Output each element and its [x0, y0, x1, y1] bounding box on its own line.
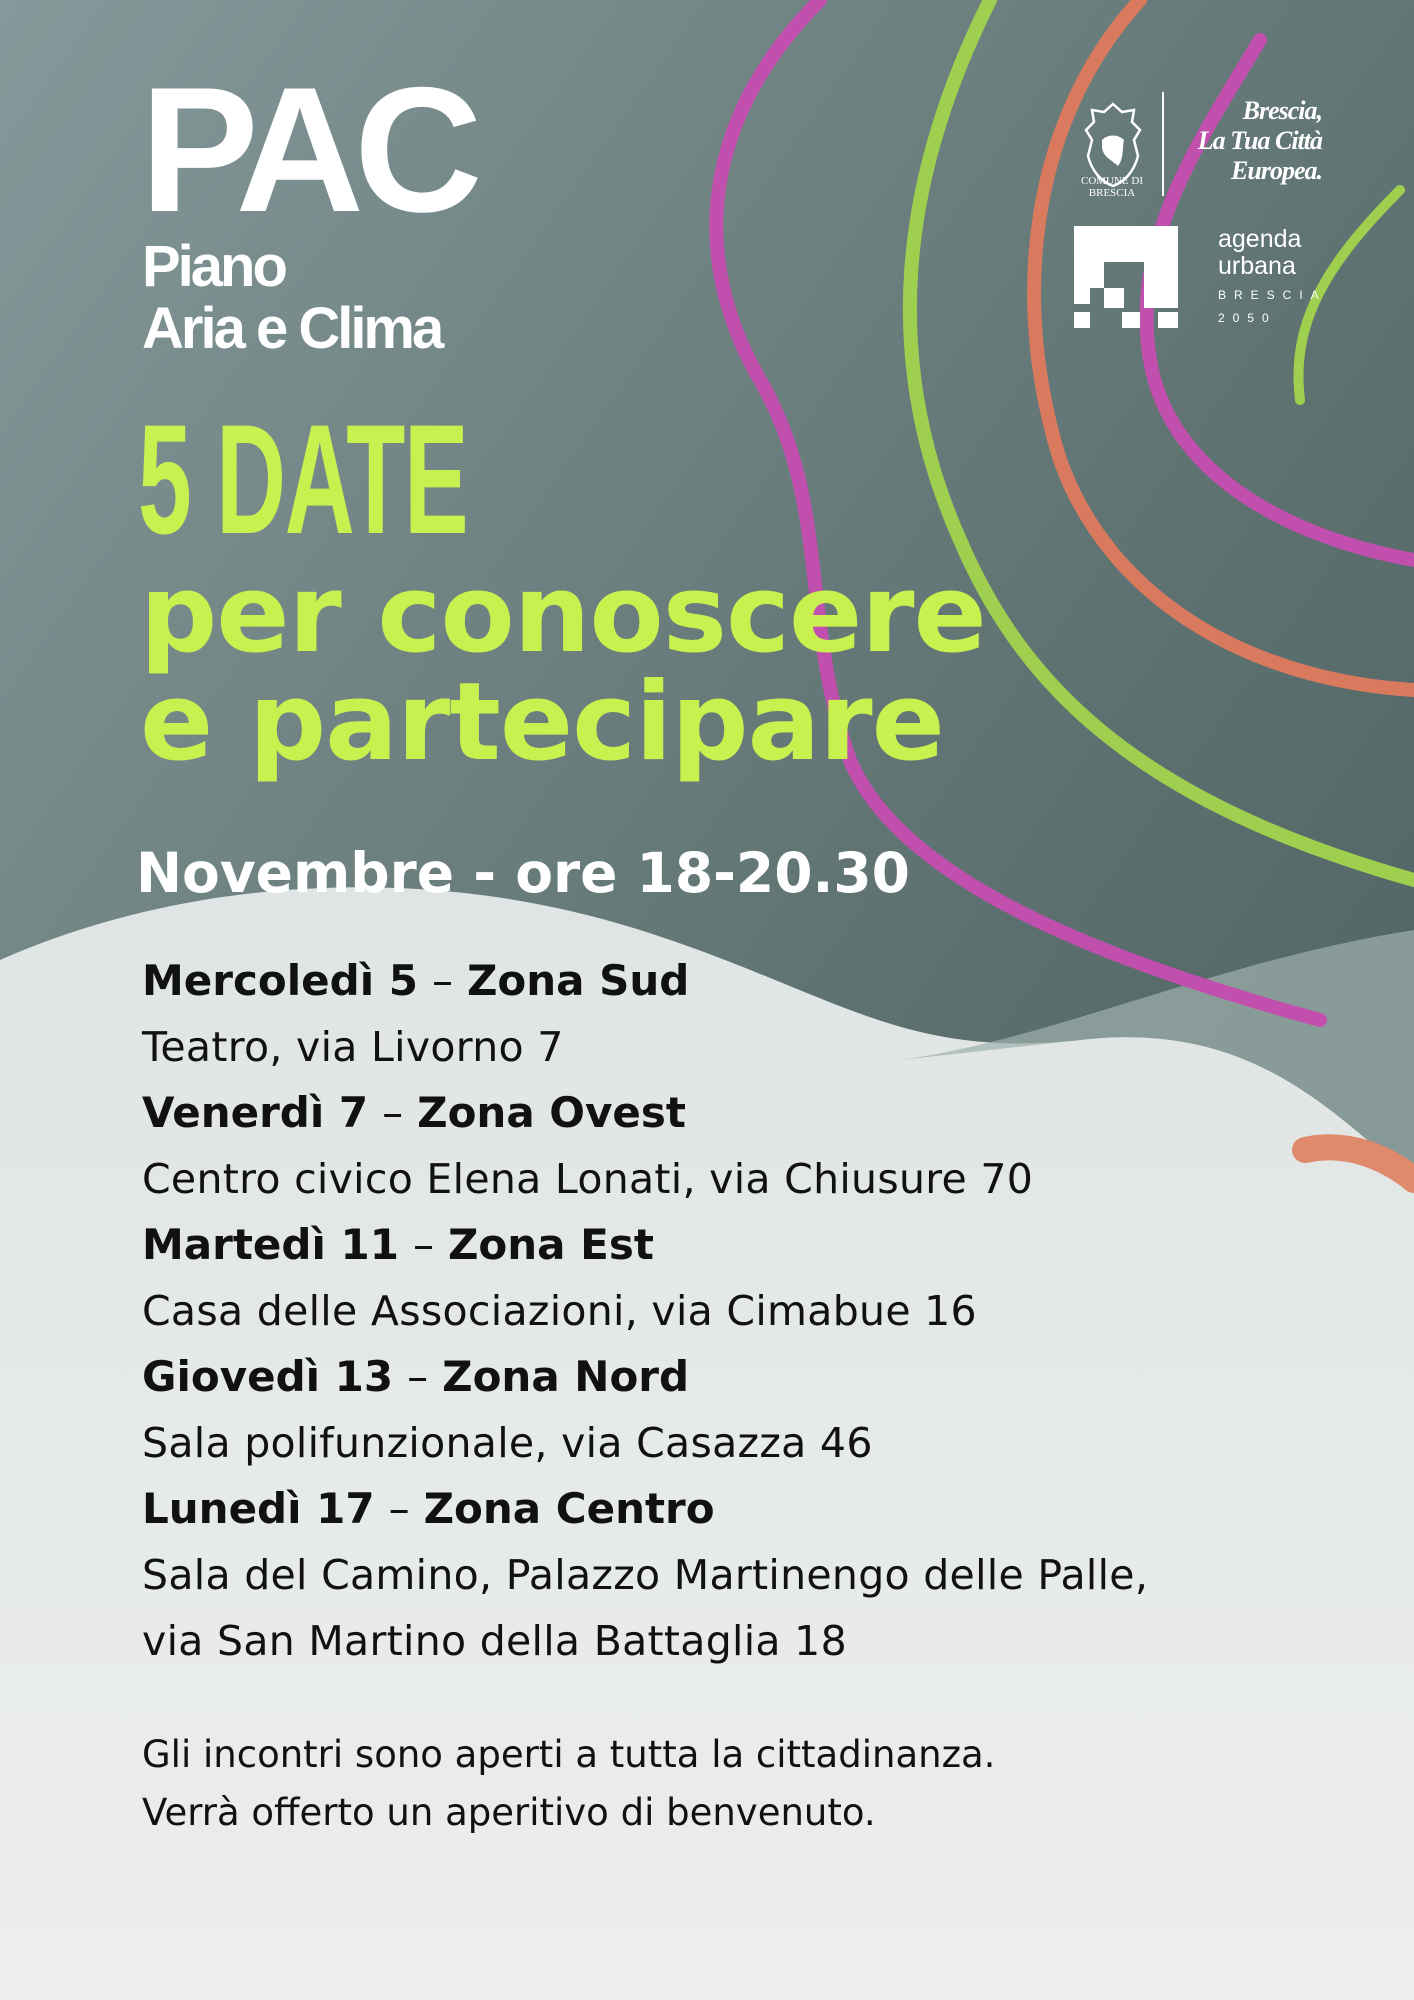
event-heading	[142, 1344, 1342, 1410]
event-item	[142, 1080, 1342, 1212]
event-dash: –	[431, 956, 453, 1005]
event-schedule	[142, 948, 1342, 1674]
agenda-line2: urbana	[1218, 252, 1296, 280]
agenda-line1: agenda	[1218, 225, 1302, 253]
event-place-line: via San Martino della Battaglia 18	[142, 1617, 847, 1665]
event-day: Mercoledì 5	[142, 956, 418, 1005]
event-item	[142, 1212, 1342, 1344]
event-item	[142, 948, 1342, 1080]
event-day: Lunedì 17	[142, 1484, 375, 1533]
event-heading	[142, 1476, 1342, 1542]
event-place	[142, 1542, 1342, 1674]
event-zone: Zona Sud	[466, 956, 690, 1005]
headline-5-date: 5 DATE	[138, 393, 468, 567]
comune-di-brescia-label	[1072, 175, 1152, 199]
event-place	[142, 1278, 1342, 1344]
agenda-urbana-logo-text	[1218, 226, 1327, 330]
event-day: Martedì 11	[142, 1220, 399, 1269]
event-notes	[142, 1726, 995, 1842]
pac-logo-subtitle	[142, 236, 441, 360]
event-place-line: Teatro, via Livorno 7	[142, 1023, 564, 1071]
event-dash: –	[388, 1484, 410, 1533]
event-place-line: Centro civico Elena Lonati, via Chiusure 70	[142, 1155, 1034, 1203]
event-place	[142, 1014, 1342, 1080]
comune-line2: BRESCIA	[1088, 187, 1136, 199]
event-place-line: Casa delle Associazioni, via Cimabue 16	[142, 1287, 977, 1335]
event-zone: Zona Nord	[442, 1352, 690, 1401]
agenda-line4: 2050	[1218, 311, 1277, 325]
agenda-line3: BRESCIA	[1218, 288, 1327, 302]
event-zone: Zona Ovest	[417, 1088, 686, 1137]
date-range: Novembre - ore 18-20.30	[136, 841, 910, 905]
pac-subtitle-line1: Piano	[142, 234, 285, 299]
event-place-line: Sala polifunzionale, via Casazza 46	[142, 1419, 873, 1467]
pac-logo-title: PAC	[140, 50, 473, 249]
event-place	[142, 1146, 1342, 1212]
event-heading	[142, 1212, 1342, 1278]
notes-line2: Verrà offerto un aperitivo di benvenuto.	[142, 1791, 876, 1834]
event-zone: Zona Centro	[423, 1484, 715, 1533]
event-dash: –	[382, 1088, 404, 1137]
event-heading	[142, 1080, 1342, 1146]
event-dash: –	[412, 1220, 434, 1269]
event-item	[142, 1344, 1342, 1476]
event-place	[142, 1410, 1342, 1476]
event-zone: Zona Est	[447, 1220, 654, 1269]
brescia-line3: Europea.	[1231, 156, 1322, 185]
agenda-urbana-mark-icon	[1074, 226, 1178, 328]
brescia-line1: Brescia,	[1242, 96, 1322, 125]
comune-line1: COMUNE DI	[1080, 175, 1144, 187]
logo-divider	[1162, 92, 1164, 196]
headline-line1: per conoscere	[140, 552, 986, 677]
brescia-line2: La Tua Città	[1197, 126, 1322, 155]
event-dash: –	[407, 1352, 429, 1401]
event-item	[142, 1476, 1342, 1674]
pac-subtitle-line2: Aria e Clima	[142, 296, 442, 361]
event-day: Giovedì 13	[142, 1352, 394, 1401]
event-day: Venerdì 7	[142, 1088, 369, 1137]
event-heading	[142, 948, 1342, 1014]
event-place-line: Sala del Camino, Palazzo Martinengo delle Palle,	[142, 1551, 1149, 1599]
brescia-citta-europea-logo	[1182, 96, 1322, 186]
headline-line2: e partecipare	[140, 660, 944, 785]
notes-line1: Gli incontri sono aperti a tutta la cittadinanza.	[142, 1733, 996, 1776]
